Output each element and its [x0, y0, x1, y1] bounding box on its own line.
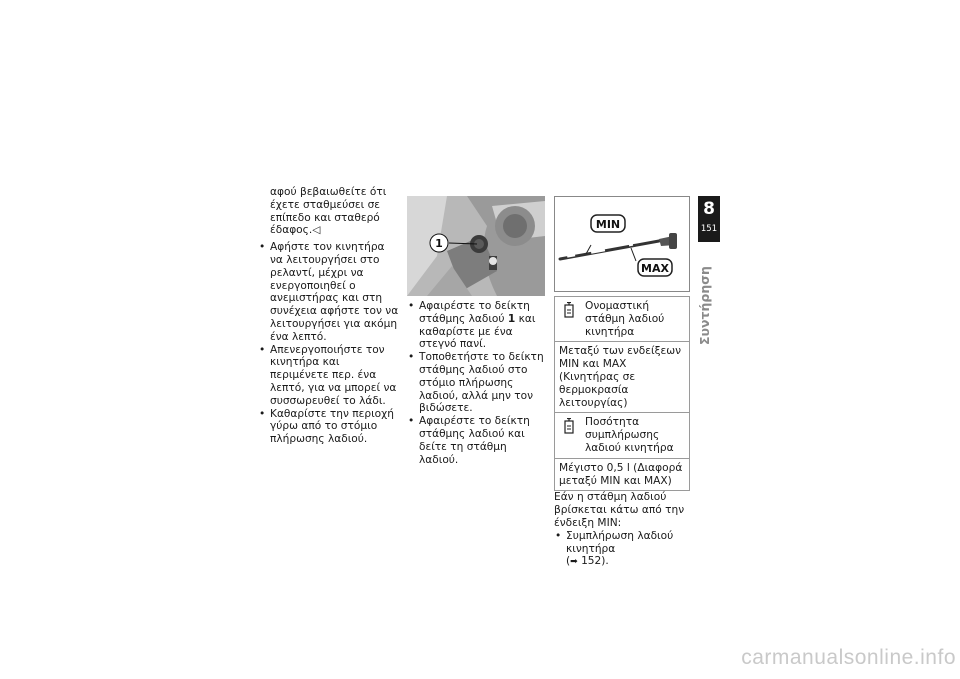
chapter-title: Συντήρηση [697, 266, 712, 345]
min-label: MIN [595, 218, 621, 231]
instruction-list-2 [407, 300, 547, 466]
info-box-header [555, 413, 689, 458]
chapter-tab [698, 196, 720, 242]
list-item: • Καθαρίστε την περιοχή γύρω από το στόμιο πλήρωσης λαδιού. [258, 408, 400, 446]
below-min-text: Εάν η στάθμη λαδιού βρίσκεται κάτω από την ένδειξη MIN: [554, 491, 685, 529]
arrow-right-icon: ➡ [570, 557, 578, 568]
instruction-list-1 [258, 241, 400, 446]
column-left [258, 186, 400, 446]
instruction-list-3 [554, 530, 690, 569]
info-box-header [555, 297, 689, 342]
intro-text: αφού βεβαιωθείτε ότι έχετε σταθμεύσει σε επίπεδο και σταθερό έδαφος.◁ [270, 186, 387, 237]
chapter-number: 8 [703, 199, 715, 219]
list-item: • Απενεργοποιήστε τον κινητήρα και περιμένετε περ. ένα λεπτό, για να μπορεί να συσσωρευθεί το λάδι. [258, 344, 400, 408]
info-box-nominal-level [554, 296, 690, 413]
list-item: • Συμπλήρωση λαδιού κινητήρα (➡ 152). [554, 530, 690, 569]
list-item: • Τοποθετήστε το δείκτη στάθμης λαδιού στο στόμιο πλήρωσης λαδιού, αλλά μην τον βιδώσετε. [407, 351, 547, 415]
page-number: 151 [700, 224, 718, 234]
oil-can-icon [563, 418, 575, 438]
info-box-body: Μεταξύ των ενδείξεων MIN και MAX (Κινητήρας σε θερμοκρασία λειτουργίας) [559, 345, 682, 409]
list-item: • Αφαιρέστε το δείκτη στάθμης λαδιού και δείτε τη στάθμη λαδιού. [407, 415, 547, 466]
column-right [554, 196, 690, 569]
info-box-fill-quantity [554, 413, 690, 491]
info-box-title: Ονομαστική στάθμη λαδιού κινητήρα [585, 300, 665, 338]
info-box-body: Μέγιστο 0,5 l (Διαφορά μεταξύ MIN και MAX) [559, 461, 683, 487]
oil-can-icon [563, 302, 575, 322]
engine-photo [407, 196, 545, 296]
watermark: carmanualsonline.info [741, 646, 956, 669]
dipstick-drawing [555, 197, 689, 291]
info-box-title: Ποσότητα συμπλήρωσης λαδιού κινητήρα [585, 416, 674, 454]
column-middle [407, 196, 547, 466]
list-item: • Αφαιρέστε το δείκτη στάθμης λαδιού 1 και καθαρίστε με ένα στεγνό πανί. [407, 300, 547, 351]
list-item: • Αφήστε τον κινητήρα να λειτουργήσει στο ρελαντί, μέχρι να ενεργοποιηθεί ο ανεμιστήρας και στη συνέχεια αφήστε τον να λειτουργήσει για ακόμη ένα λεπτό. [258, 241, 400, 343]
page-reference[interactable]: (➡ 152). [566, 555, 609, 568]
dipstick-illustration [554, 196, 690, 292]
engine-photo-drawing [407, 196, 545, 296]
max-label: MAX [641, 262, 669, 275]
photo-callout-1: 1 [435, 237, 443, 250]
